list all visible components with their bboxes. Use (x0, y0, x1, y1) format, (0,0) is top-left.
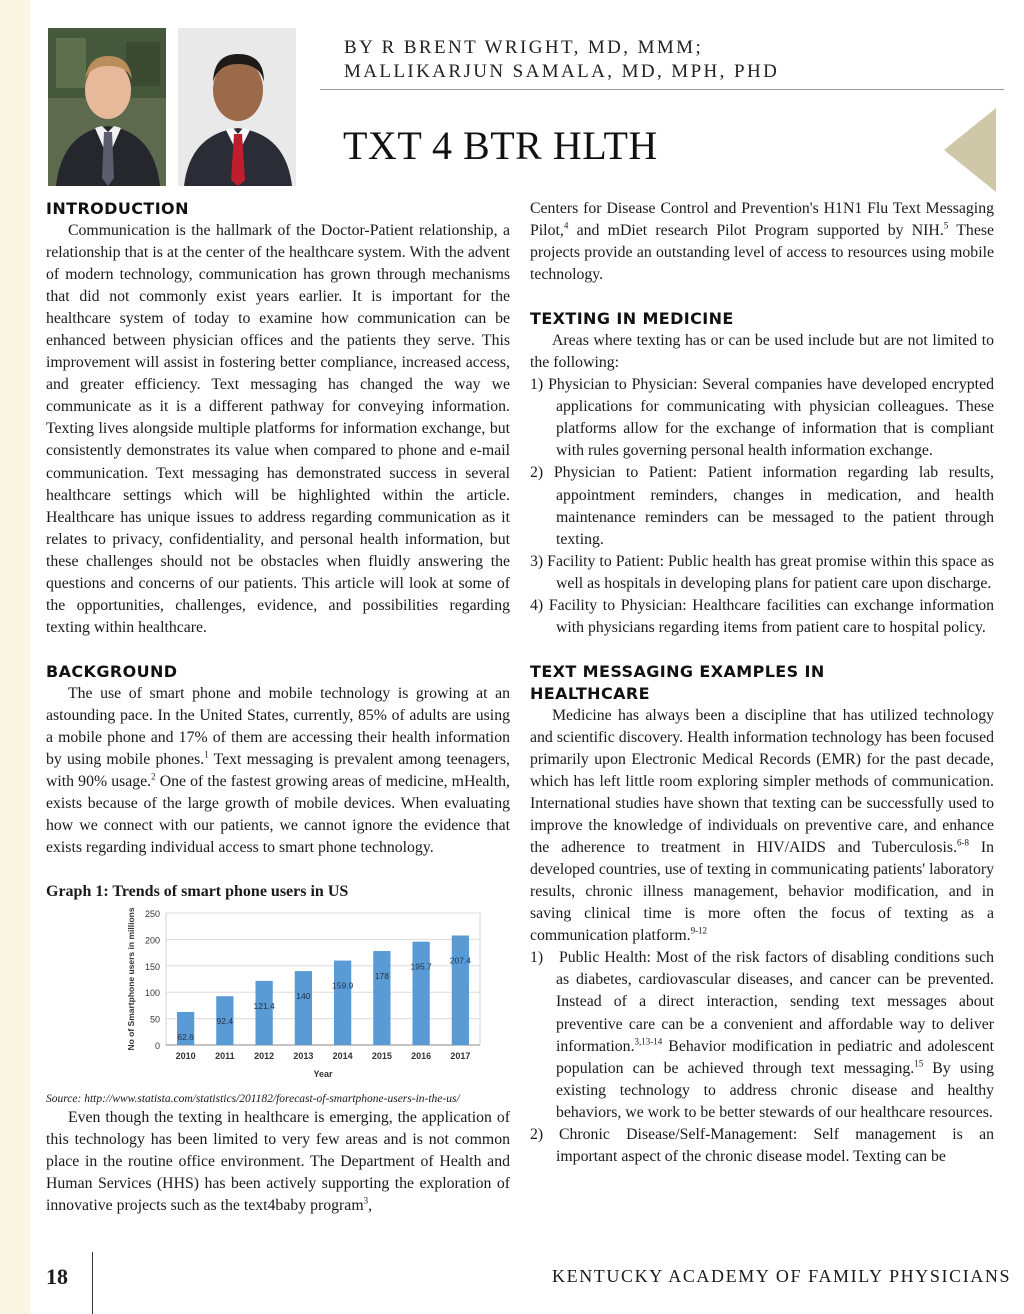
section-heading-examples: TEXT MESSAGING EXAMPLES IN HEALTHCARE (530, 661, 825, 703)
bar (412, 942, 429, 1045)
x-tick-label: 2016 (411, 1051, 432, 1062)
data-label: 207.4 (449, 955, 472, 966)
section-heading-texting-in-medicine: TEXTING IN MEDICINE (530, 309, 734, 329)
x-tick-label: 2010 (175, 1051, 196, 1062)
data-label: 140 (296, 991, 311, 1002)
y-tick-label: 100 (144, 988, 160, 999)
data-label: 159.9 (331, 980, 354, 991)
bar (334, 961, 351, 1045)
list-item: 2) Chronic Disease/Self-Management: Self management is an important aspect of the chronic disease model. Texting can be (530, 1125, 994, 1165)
section-heading-background: BACKGROUND (46, 661, 178, 681)
x-tick-label: 2014 (332, 1051, 353, 1062)
y-tick-label: 250 (144, 909, 160, 920)
x-tick-label: 2013 (293, 1051, 314, 1062)
data-label: 62.6 (177, 1032, 194, 1043)
bar (295, 971, 312, 1045)
list-item: 1) Physician to Physician: Several companies have developed encrypted applications for communicating with physician colleagues. These platforms allow for the exchange of information that is compliant with rules governing personal health information exchange. (530, 376, 994, 460)
x-tick-label: 2017 (450, 1051, 471, 1062)
author-photo-samala (178, 28, 296, 186)
examples-paragraph: Medicine has always been a discipline that has utilized technology and scientific discovery. Health information technology has been focused primarily upon Electronic Medical Records (EMR) for the past decade, which has left little room exploring simpler methods of communication. International studies have shown that texting can be successfully used to improve the knowledge of individuals on preventive care, and enhance the adherence to treatment in HIV/AIDS and Tuberculosis.$^{6-8}$ In developed countries, use of texting in communicating patients' laboratory results, chronic illness management, behavior modification, and in saving clinical time is more often the focus of texting as a communication platform.$^{9-12}$ (530, 706, 994, 945)
left-column (46, 198, 510, 1218)
section-heading-introduction: INTRODUCTION (46, 199, 189, 218)
x-tick-label: 2011 (215, 1051, 235, 1062)
y-tick-label: 150 (144, 962, 160, 973)
data-label: 195.7 (410, 961, 432, 972)
byline-line-1: BY R BRENT WRIGHT, MD, MMM; (344, 37, 704, 58)
byline (344, 36, 779, 84)
list-item: 4) Facility to Physician: Healthcare facilities can exchange information with physicians regarding items from patient care to hospital policy. (530, 596, 994, 636)
continued-paragraph: Centers for Disease Control and Prevention's H1N1 Flu Text Messaging Pilot,$^4$ and mDiet research Pilot Program supported by NIH.$^5$ These projects provide an outstanding level of access to resources using mobile technology. (530, 200, 995, 284)
page-number: 18 (46, 1264, 68, 1289)
list-item: 3) Facility to Patient: Public health has great promise within this space as well as hospitals in developing plans for patient care upon discharge. (530, 552, 994, 592)
journal-name: KENTUCKY ACADEMY OF FAMILY PHYSICIANS (552, 1266, 1012, 1286)
y-axis-label: No of Smartphone users in millions (126, 907, 136, 1051)
y-tick-label: 50 (149, 1014, 160, 1025)
header-divider (320, 89, 1004, 90)
bar (255, 981, 272, 1045)
byline-line-2: MALLIKARJUN SAMALA, MD, MPH, PHD (344, 61, 780, 82)
intro-paragraph: Communication is the hallmark of the Doctor-Patient relationship, a relationship that is at the center of the healthcare system. With the advent of modern technology, communication has grown through mechanisms that did not commonly exist years earlier. It is important for the healthcare system of today to examine how communication can be enhanced between physician offices and the patients they serve. This improvement will assist in fostering better compliance, increased access, and greater efficiency. Text messaging has changed the way we communicate as it is a different pathway for conveying information. Texting lives alongside multiple platforms for information exchange, but consistently demonstrates its value when compared to phone and e-mail communication. Text messaging has demonstrated success in several healthcare settings which will be highlighted within the article. Healthcare has unique issues to address regarding communication as it relates to privacy, confidentiality, and personal health information, but these challenges should not be obstacles when fluidly answering the questions and concerns of our patients. This article will look at some of the opportunities, challenges, evidence, and possibilities regarding texting within healthcare. (46, 222, 510, 636)
y-tick-label: 0 (154, 1041, 160, 1052)
right-column (530, 198, 994, 1168)
bar (452, 936, 469, 1046)
graph-source: Source: http://www.statista.com/statistics/201182/forecast-of-smartphone-users-in-the-us/ (46, 1093, 460, 1106)
x-axis-label: Year (313, 1069, 333, 1080)
graph-title: Graph 1: Trends of smart phone users in US (46, 883, 349, 901)
footer-divider (92, 1252, 93, 1314)
list-item: 2) Physician to Patient: Patient information regarding lab results, appointment reminders, changes in medication, and health maintenance reminders can be messaged to the patient through texting. (530, 464, 994, 548)
data-label: 92.4 (216, 1016, 234, 1027)
data-label: 178 (374, 971, 389, 982)
x-tick-label: 2012 (254, 1051, 275, 1062)
plot-area (166, 913, 480, 1045)
author-photo-wright (48, 28, 166, 186)
data-label: 121.4 (253, 1001, 275, 1012)
article-title: TXT 4 BTR HLTH (343, 123, 658, 168)
x-tick-label: 2015 (371, 1051, 392, 1062)
page-edge-strip (0, 0, 30, 1314)
bar (373, 951, 390, 1045)
texting-intro: Areas where texting has or can be used include but are not limited to the following: (530, 332, 994, 372)
smartphone-users-bar-chart (116, 905, 488, 1083)
page-turn-triangle-icon (944, 108, 996, 192)
post-graph-paragraph: Even though the texting in healthcare is emerging, the application of this technology has been limited to very few areas and is not common place in the routine office environment. The Department of Health and Human Services (HHS) has been actively supporting the exploration of innovative projects such as the text4baby program$^3$, (46, 1109, 510, 1215)
y-tick-label: 200 (144, 935, 160, 946)
list-item: 1) Public Health: Most of the risk factors of disabling conditions such as diabetes, cardiovascular diseases, and cancer can be prevented. Instead of a direct interaction, sending text messages about preventive care can be a convenient and affordable way to deliver information.$^{3,13-14}$ Behavior modification in pediatric and adolescent population can be achieved through text messaging.$^{15}$ By using existing technology to address chronic disease and healthy behaviors, we work to be better stewards of our healthcare resources. (530, 949, 994, 1121)
background-paragraph: The use of smart phone and mobile technology is growing at an astounding pace. In the United States, currently, 85% of adults are using a mobile phone and 17% of them are accessing their health information by using mobile phones.$^1$ Text messaging is prevalent among teenagers, with 90% usage.$^2$ One of the fastest growing areas of medicine, mHealth, exists because of the large growth of mobile devices. When evaluating how we connect with our patients, we cannot ignore the evidence that exists regarding individual access to smart phone technology. (46, 684, 510, 857)
